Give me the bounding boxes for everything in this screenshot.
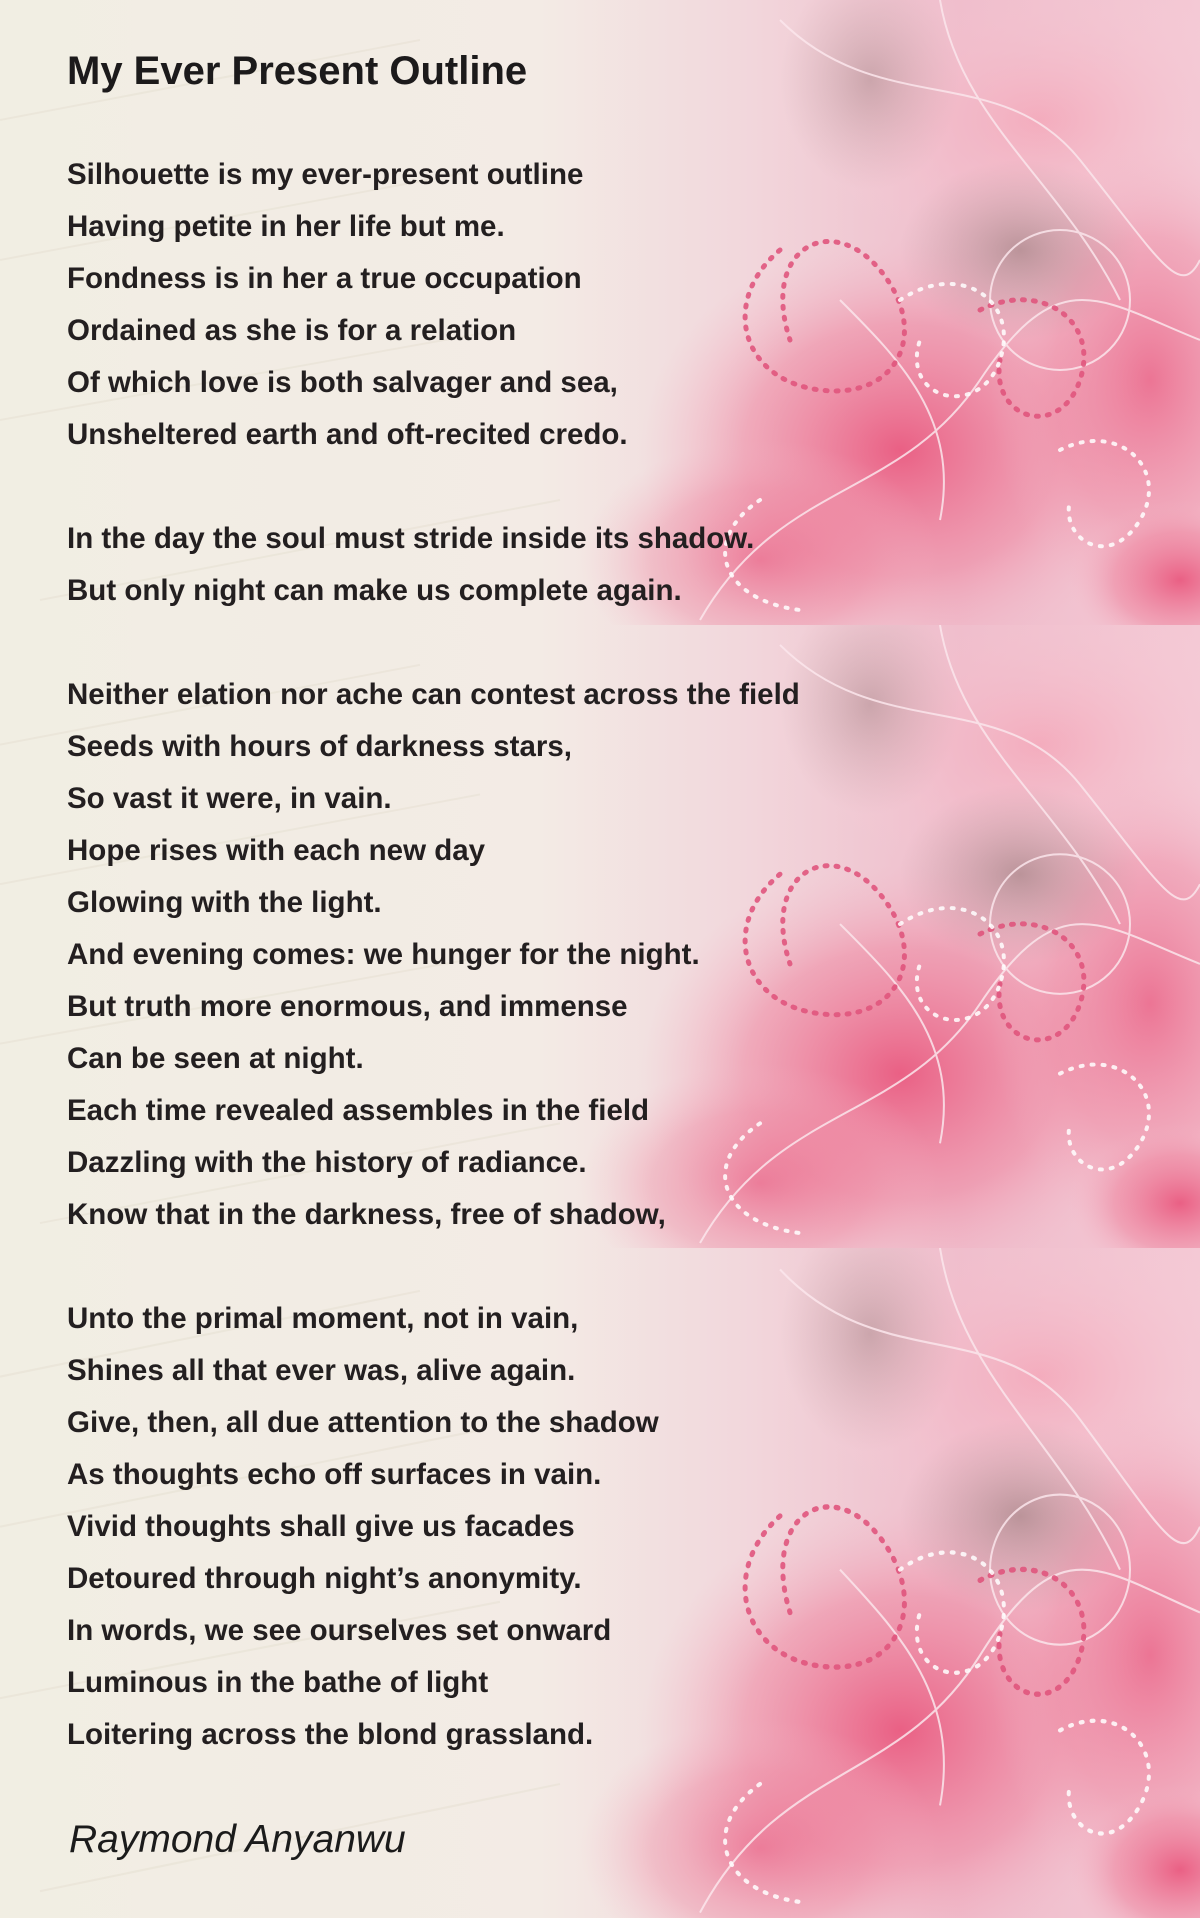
poem-line: Luminous in the bathe of light [67,1666,489,1699]
poem-line: Vivid thoughts shall give us facades [67,1510,575,1543]
poem-line: Can be seen at night. [67,1042,364,1075]
poem-line: Give, then, all due attention to the shadow [67,1406,659,1439]
poem-line: As thoughts echo off surfaces in vain. [67,1458,602,1491]
poem-line: Unto the primal moment, not in vain, [67,1302,579,1335]
poem-line: In words, we see ourselves set onward [67,1614,612,1647]
poem-line: Seeds with hours of darkness stars, [67,730,572,763]
poem-line: Know that in the darkness, free of shadow, [67,1198,666,1231]
poem-line: Hope rises with each new day [67,834,486,867]
poem-line: Unsheltered earth and oft-recited credo. [67,418,628,451]
poem-line: But only night can make us complete again. [67,574,682,607]
poem-line: Silhouette is my ever-present outline [67,158,584,191]
poem-line: Glowing with the light. [67,886,382,919]
poem-title: My Ever Present Outline [67,49,528,93]
poem-line: Dazzling with the history of radiance. [67,1146,587,1179]
poem-line: And evening comes: we hunger for the night. [67,938,700,971]
stanza-2 [67,513,754,617]
poem-line: Shines all that ever was, alive again. [67,1354,576,1387]
poem-line: Each time revealed assembles in the field [67,1094,650,1127]
poem-line: Having petite in her life but me. [67,210,505,243]
stanza-1 [67,149,628,461]
poem-line: Neither elation nor ache can contest across the field [67,678,800,711]
poem-line: Ordained as she is for a relation [67,314,517,347]
poem-line: So vast it were, in vain. [67,782,392,815]
poem-line: But truth more enormous, and immense [67,990,628,1023]
poem-line: Fondness is in her a true occupation [67,262,582,295]
stanza-4 [67,1293,659,1761]
poem-line: Of which love is both salvager and sea, [67,366,618,399]
poem-line: Detoured through night’s anonymity. [67,1562,582,1595]
poem-line: Loitering across the blond grassland. [67,1718,594,1751]
poem-line: In the day the soul must stride inside its shadow. [67,522,755,555]
stanza-3 [67,669,800,1241]
poem-author: Raymond Anyanwu [69,1818,406,1861]
